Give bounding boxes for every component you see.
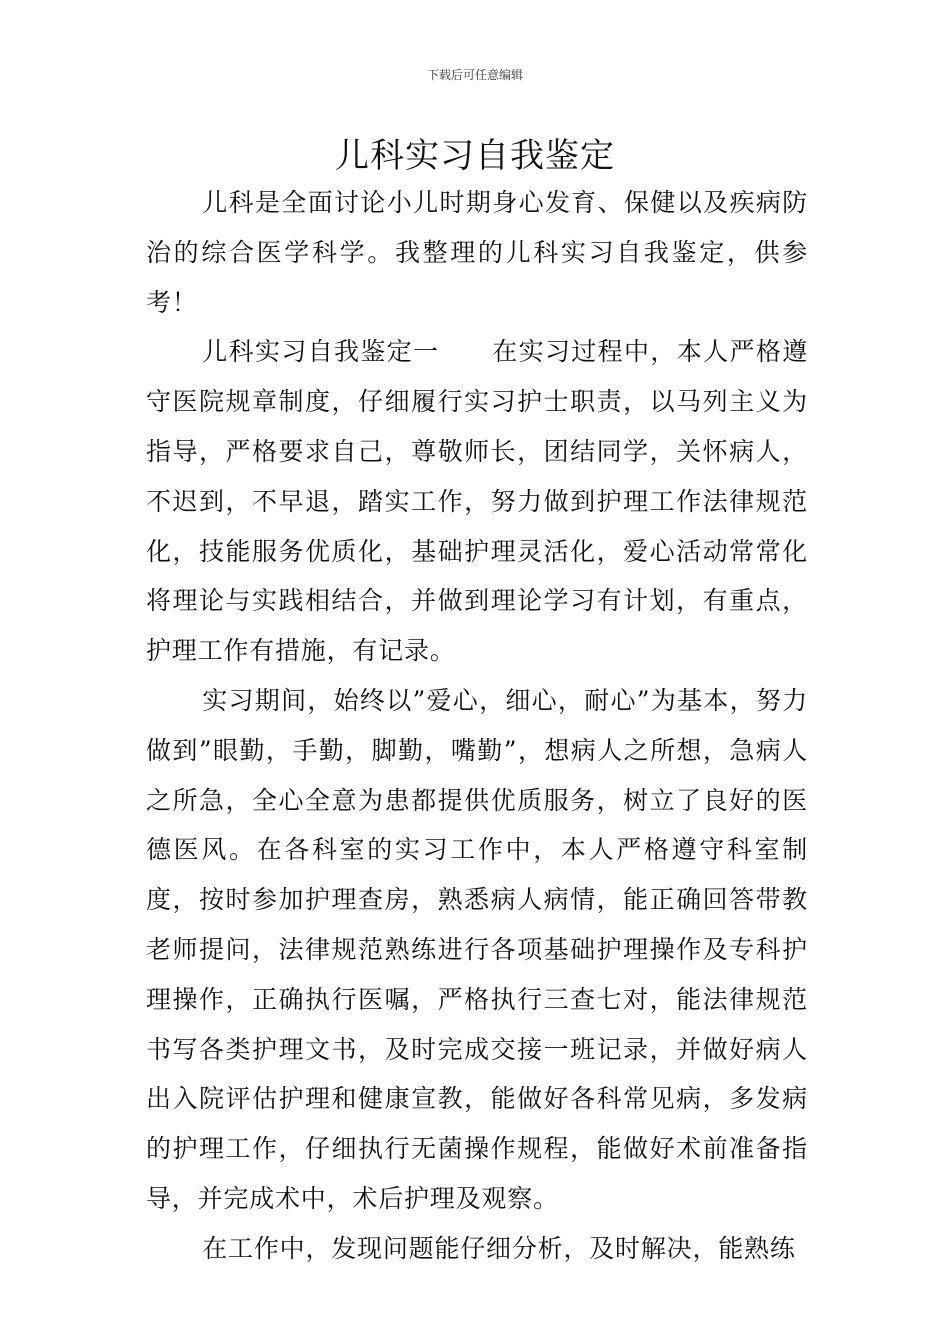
paragraph-intro: 儿科是全面讨论小儿时期身心发育、保健以及疾病防治的综合医学科学。我整理的儿科实习自我鉴定，供参考！ — [146, 188, 808, 317]
document-title: 儿科实习自我鉴定 — [335, 136, 615, 176]
paragraph-evaluation-one: 儿科实习自我鉴定一 在实习过程中，本人严格遵守医院规章制度，仔细履行实习护士职责，以马列主义为指导，严格要求自己，尊敬师长，团结同学，关怀病人，不迟到，不早退，踏实工作，努力做到护理工作法律规范化，技能服务优质化，基础护理灵活化，爱心活动常常化将理论与实践相结合，并做到理论学习有计划，有重点，护理工作有措施，有记录。 — [146, 337, 808, 666]
header-note: 下载后可任意编辑 — [426, 68, 523, 82]
paragraph-internship-period: 实习期间，始终以”爱心，细心，耐心”为基本，努力做到”眼勤，手勤，脚勤，嘴勤”，想病人之所想，急病人之所急，全心全意为患都提供优质服务，树立了良好的医德医风。在各科室的实习工作中，本人严格遵守科室制度，按时参加护理查房，熟悉病人病情，能正确回答带教老师提问，法律规范熟练进行各项基础护理操作及专科护理操作，正确执行医嘱，严格执行三查七对，能法律规范书写各类护理文书，及时完成交接一班记录，并做好病人出入院评估护理和健康宣教，能做好各科常见病，多发病的护理工作，仔细执行无菌操作规程，能做好术前准备指导，并完成术中，术后护理及观察。 — [146, 685, 808, 1213]
document-body — [146, 178, 808, 1274]
paragraph-work-problems: 在工作中，发现问题能仔细分析，及时解决，能熟练 — [202, 1233, 796, 1263]
